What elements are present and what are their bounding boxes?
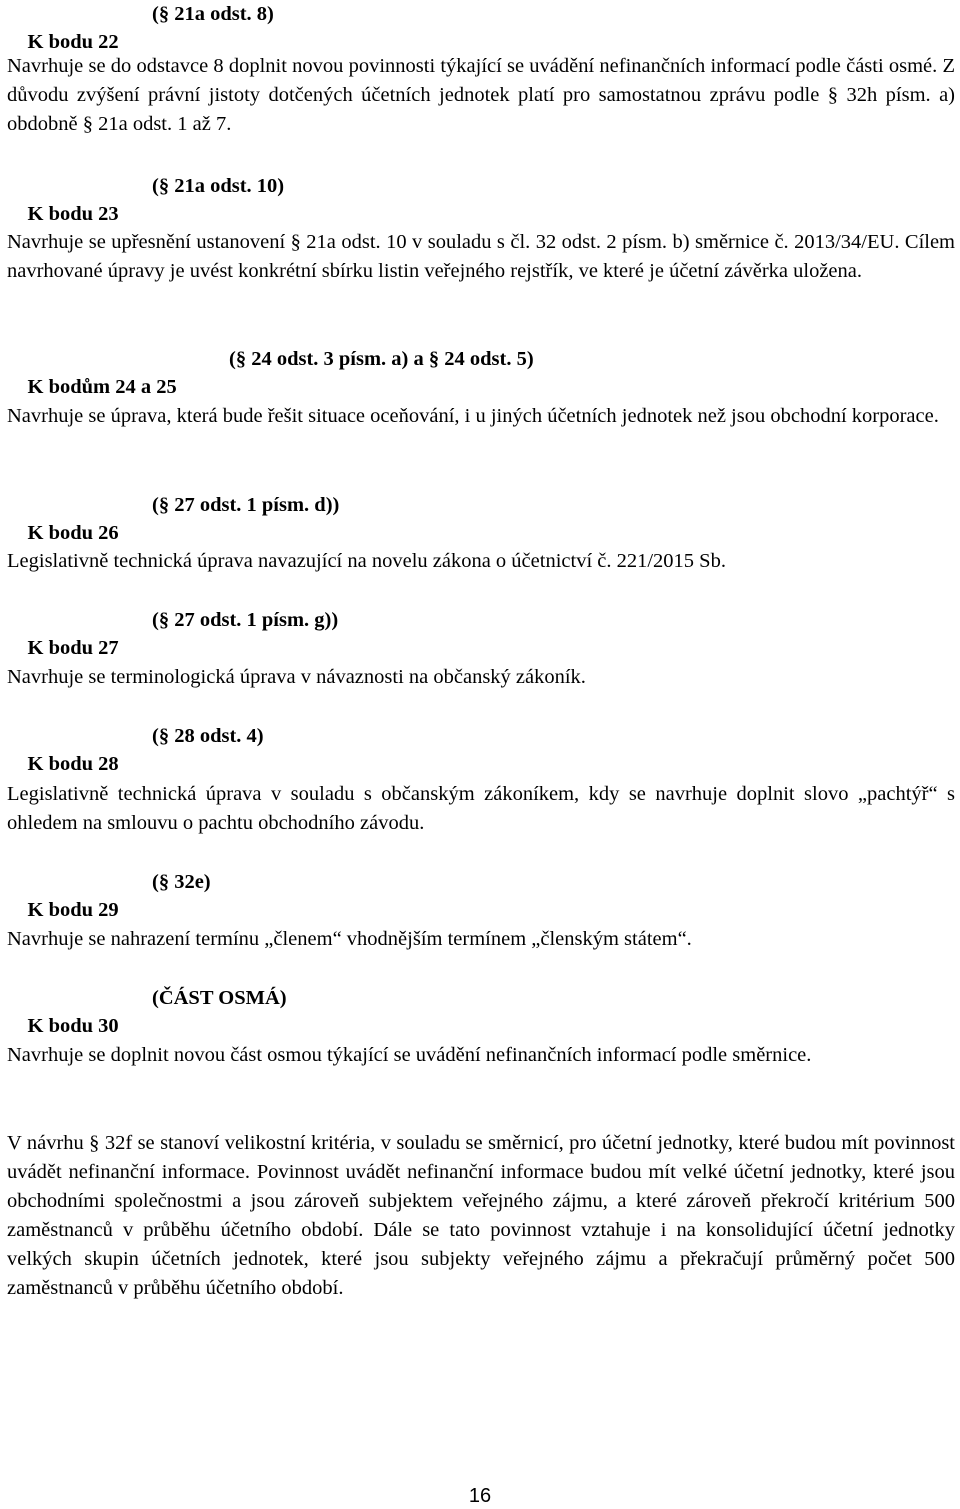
page-number: 16 xyxy=(468,1485,492,1507)
heading-label: K bodu 22 xyxy=(27,31,119,53)
heading-reference: (ČÁST OSMÁ) xyxy=(152,987,287,1009)
heading-label: K bodu 23 xyxy=(27,203,119,225)
heading-reference: (§ 27 odst. 1 písm. g)) xyxy=(152,609,339,631)
heading-reference: (§ 27 odst. 1 písm. d)) xyxy=(152,494,340,516)
section-paragraph-23: Navrhuje se upřesnění ustanovení § 21a odst. 10 v souladu s čl. 32 odst. 2 písm. b) směrnice č. 2013/34/EU. Cílem navrhované úpravy je uvést konkrétní sbírku listin veřejného rejstřík, ve které je účetní závěrka uložena. xyxy=(7,231,955,282)
heading-label: K bodu 29 xyxy=(27,899,119,921)
heading-label: K bodu 30 xyxy=(27,1015,119,1037)
heading-reference: (§ 28 odst. 4) xyxy=(152,725,264,747)
heading-reference: (§ 21a odst. 10) xyxy=(152,175,285,197)
section-paragraph-30: Navrhuje se doplnit novou část osmou týkající se uvádění nefinančních informací podle směrnice. xyxy=(7,1044,812,1066)
heading-label: K bodu 26 xyxy=(27,522,119,544)
section-paragraph-30-detail: V návrhu § 32f se stanoví velikostní kritéria, v souladu se směrnicí, pro účetní jednotky, které budou mít povinnost uvádět nefinanční informace. Povinnost uvádět nefinanční informace budou mít velké účetní jednotky, které jsou obchodními společnostmi a jsou zároveň subjektem veřejného zájmu, a které zároveň překročí kritérium 500 zaměstnanců v průběhu účetního období. Dále se tato povinnost vztahuje i na konsolidující účetní jednotky velkých skupin účetních jednotek, které jsou subjekty veřejného zájmu a překračují průměrný počet 500 zaměstnanců v průběhu účetního období. xyxy=(7,1132,955,1299)
section-paragraph-27: Navrhuje se terminologická úprava v návaznosti na občanský zákoník. xyxy=(7,666,586,688)
section-paragraph-26: Legislativně technická úprava navazující na novelu zákona o účetnictví č. 221/2015 Sb. xyxy=(7,550,726,572)
section-paragraph-28: Legislativně technická úprava v souladu s občanským zákoníkem, kdy se navrhuje doplnit slovo „pachtýř“ s ohledem na smlouvu o pachtu obchodního závodu. xyxy=(7,783,955,834)
section-paragraph-29: Navrhuje se nahrazení termínu „členem“ vhodnějším termínem „členským státem“. xyxy=(7,928,692,950)
heading-reference: (§ 24 odst. 3 písm. a) a § 24 odst. 5) xyxy=(229,348,534,370)
heading-label: K bodu 28 xyxy=(27,753,119,775)
heading-label: K bodům 24 a 25 xyxy=(27,376,177,398)
heading-label: K bodu 27 xyxy=(27,637,119,659)
heading-reference: (§ 32e) xyxy=(152,871,211,893)
section-paragraph-22: Navrhuje se do odstavce 8 doplnit novou povinnosti týkající se uvádění nefinančních informací podle části osmé. Z důvodu zvýšení právní jistoty dotčených účetních jednotek platí pro samostatnou zprávu podle § 32h písm. a) obdobně § 21a odst. 1 až 7. xyxy=(7,55,955,135)
section-paragraph-24-25: Navrhuje se úprava, která bude řešit situace oceňování, i u jiných účetních jednotek než jsou obchodní korporace. xyxy=(7,405,939,427)
heading-reference: (§ 21a odst. 8) xyxy=(152,3,274,25)
